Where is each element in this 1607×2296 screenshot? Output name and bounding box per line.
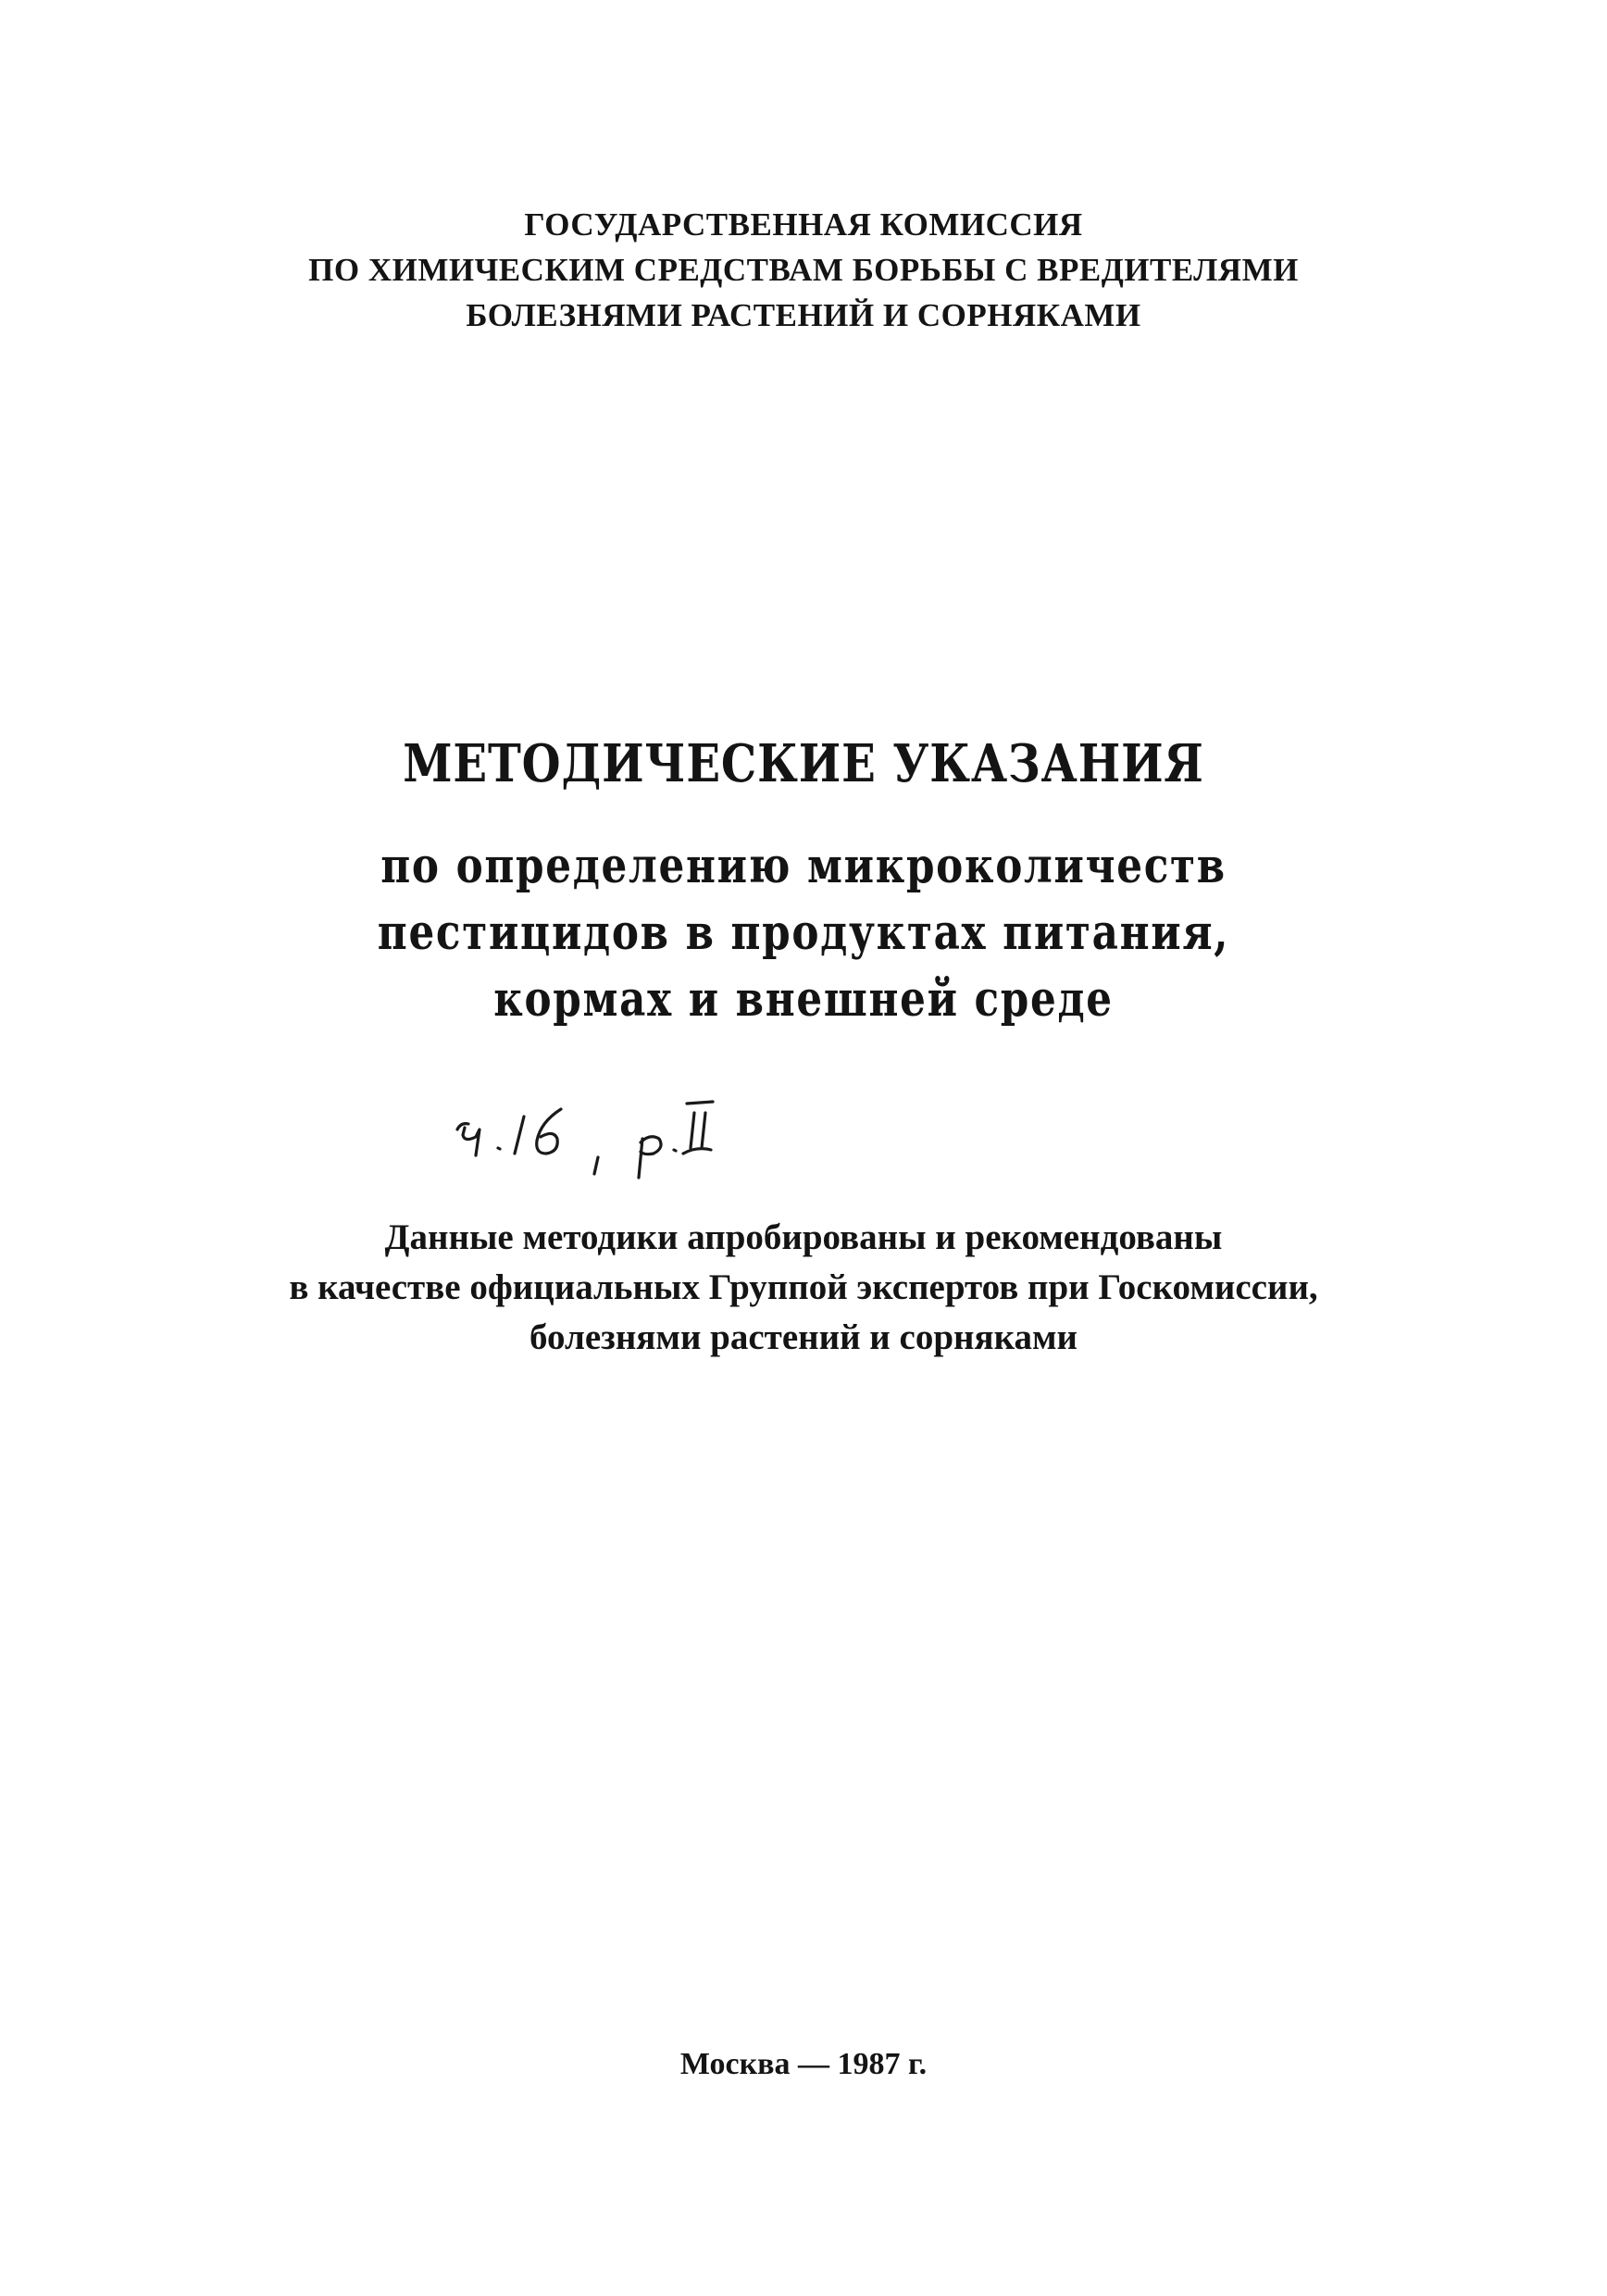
header-line-1: ГОСУДАРСТВЕННАЯ КОМИССИЯ — [524, 206, 1083, 243]
subtitle-line-2: пестицидов в продуктах питания, — [377, 905, 1230, 961]
approval-line-1: Данные методики апробированы и рекомендованы — [384, 1217, 1223, 1257]
subtitle-line-3: кормах и внешней среде — [493, 971, 1114, 1028]
header-line-2: ПО ХИМИЧЕСКИМ СРЕДСТВАМ БОРЬБЫ С ВРЕДИТЕЛЯМИ — [308, 252, 1299, 288]
place-year: Москва — 1987 г. — [679, 2047, 928, 2081]
handwritten-annotation — [444, 1081, 889, 1192]
commission-header — [0, 202, 1607, 338]
document-subtitle — [129, 833, 1478, 1033]
approval-note — [0, 1213, 1607, 1363]
approval-line-2: в качестве официальных Группой экспертов при Госкомиссии, — [289, 1267, 1318, 1307]
subtitle-line-1: по определению микроколичеств — [380, 838, 1227, 894]
document-title: МЕТОДИЧЕСКИЕ УКАЗАНИЯ — [403, 733, 1204, 794]
approval-line-3: болезнями растений и сорняками — [529, 1317, 1078, 1357]
header-line-3: БОЛЕЗНЯМИ РАСТЕНИЙ И СОРНЯКАМИ — [466, 297, 1141, 333]
